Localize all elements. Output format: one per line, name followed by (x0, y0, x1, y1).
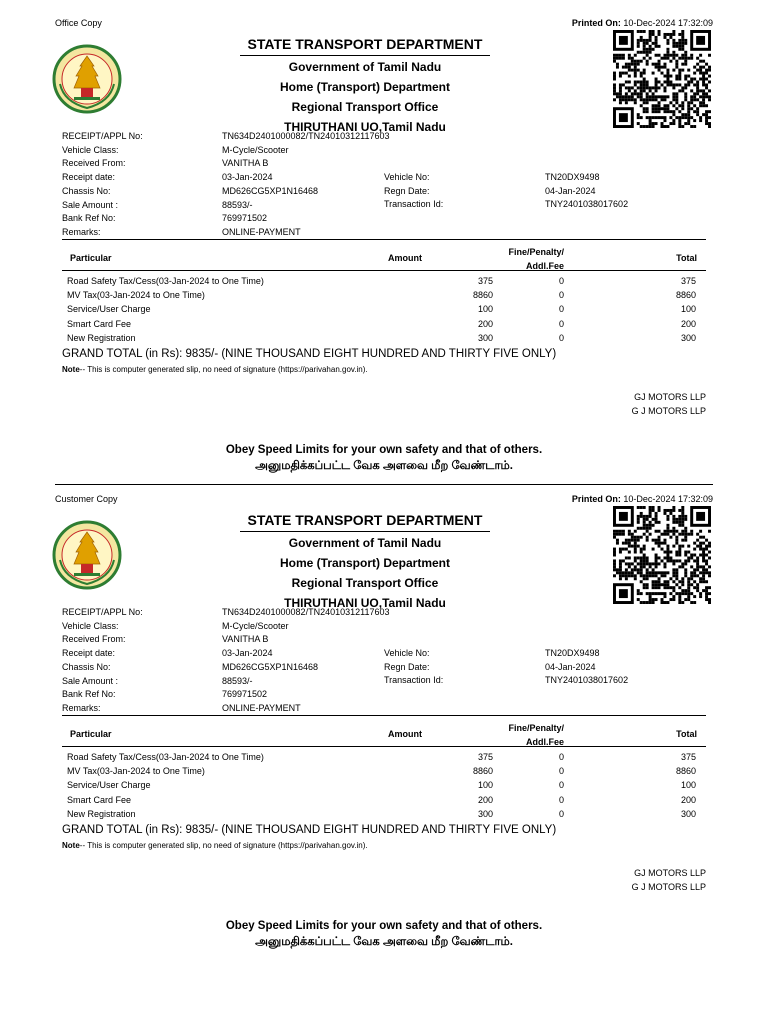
note-label: Note (62, 841, 80, 850)
fee-table (62, 715, 706, 825)
field-label: Remarks: (62, 702, 101, 713)
field-label: Sale Amount : (62, 199, 119, 210)
right-field-values (545, 647, 705, 688)
printed-on (572, 494, 713, 504)
cell-particular: New Registration (67, 808, 136, 819)
dealer-line-1: GJ MOTORS LLP (634, 868, 706, 878)
field-label: Remarks: (62, 226, 101, 237)
header-titles (230, 36, 500, 136)
field-value: TNY2401038017602 (545, 675, 629, 686)
header-line-4: THIRUTHANI UO,Tamil Nadu (284, 120, 446, 134)
cell-particular: Service/User Charge (67, 780, 151, 791)
field-label: Receipt date: (62, 648, 116, 659)
left-field-labels (62, 606, 222, 716)
col-total: Total (676, 729, 697, 739)
table-row (62, 276, 706, 290)
table-row (62, 780, 706, 794)
table-row (62, 290, 706, 304)
fee-table-header (62, 239, 706, 271)
field-value: TNY2401038017602 (545, 199, 629, 210)
speed-limit-english: Obey Speed Limits for your own safety and that of others. (225, 444, 543, 456)
field-label: Sale Amount : (62, 675, 119, 686)
cell-fine: 0 (558, 766, 564, 777)
cell-particular: Road Safety Tax/Cess(03-Jan-2024 to One Time) (67, 276, 264, 286)
field-value: VANITHA B (222, 634, 269, 645)
cell-particular: Smart Card Fee (67, 794, 132, 805)
dealer-block (632, 866, 706, 894)
field-value: M-Cycle/Scooter (222, 144, 289, 155)
note (62, 841, 368, 850)
right-field-labels (384, 171, 534, 212)
copy-label: Office Copy (55, 18, 102, 28)
cell-amount: 300 (477, 808, 493, 819)
cell-total: 300 (680, 332, 696, 343)
cell-fine: 0 (558, 808, 564, 819)
cell-amount: 375 (477, 276, 493, 286)
header-line-2: Home (Transport) Department (279, 556, 451, 570)
field-label: Received From: (62, 634, 126, 645)
field-value: 03-Jan-2024 (222, 648, 273, 659)
cell-total: 375 (680, 752, 696, 762)
department-title: STATE TRANSPORT DEPARTMENT (240, 36, 490, 56)
cell-amount: 100 (477, 304, 493, 315)
field-label: Transaction Id: (384, 675, 444, 686)
field-value: M-Cycle/Scooter (222, 620, 289, 631)
field-value: 88593/- (222, 199, 253, 210)
field-label: RECEIPT/APPL No: (62, 607, 143, 617)
dealer-line-1: GJ MOTORS LLP (634, 392, 706, 402)
cell-particular: New Registration (67, 332, 136, 343)
field-label: RECEIPT/APPL No: (62, 131, 143, 141)
header-line-1: Government of Tamil Nadu (288, 536, 442, 550)
field-label: Bank Ref No: (62, 213, 116, 224)
speed-limit-notice (0, 918, 768, 950)
cell-total: 200 (680, 318, 696, 329)
cell-amount: 100 (477, 780, 493, 791)
cell-fine: 0 (558, 794, 564, 805)
field-value: 03-Jan-2024 (222, 172, 273, 183)
qr-code-icon (611, 30, 713, 128)
field-label: Regn Date: (384, 661, 430, 672)
field-label: Receipt date: (62, 172, 116, 183)
cell-particular: MV Tax(03-Jan-2024 to One Time) (67, 290, 205, 301)
table-row (62, 809, 706, 823)
col-total: Total (676, 253, 697, 263)
left-field-labels (62, 130, 222, 240)
col-fine (462, 721, 564, 749)
table-row (62, 795, 706, 809)
printed-label: Printed On: (571, 18, 621, 28)
cell-particular: Road Safety Tax/Cess(03-Jan-2024 to One Time) (67, 752, 264, 762)
field-value: TN634D2401000082/TN24010312117603 (222, 607, 390, 617)
header-line-3: Regional Transport Office (291, 100, 439, 114)
col-particular: Particular (70, 729, 112, 739)
field-label: Regn Date: (384, 185, 430, 196)
dealer-line-2: G J MOTORS LLP (631, 882, 706, 892)
header-line-1: Government of Tamil Nadu (288, 60, 442, 74)
col-particular: Particular (70, 253, 112, 263)
field-value: 769971502 (222, 689, 268, 700)
col-amount: Amount (388, 253, 422, 263)
right-field-values (545, 171, 705, 212)
printed-value: 10-Dec-2024 17:32:09 (623, 18, 713, 28)
col-fine (462, 245, 564, 273)
speed-limit-english: Obey Speed Limits for your own safety and that of others. (225, 920, 543, 932)
table-row (62, 752, 706, 766)
note-label: Note (62, 365, 80, 374)
cell-total: 100 (680, 780, 696, 791)
department-title: STATE TRANSPORT DEPARTMENT (240, 512, 490, 532)
cell-total: 100 (680, 304, 696, 315)
cell-total: 200 (680, 794, 696, 805)
cell-total: 8860 (675, 766, 696, 777)
fee-table (62, 239, 706, 349)
speed-limit-tamil: அனுமதிக்கப்பட்ட வேக அளவை மீற வேண்டாம். (255, 460, 513, 472)
field-value: 88593/- (222, 675, 253, 686)
cell-amount: 375 (477, 752, 493, 762)
table-row (62, 766, 706, 780)
header-line-2: Home (Transport) Department (279, 80, 451, 94)
tamil-nadu-emblem-icon (52, 44, 122, 114)
field-value: TN20DX9498 (545, 648, 600, 658)
cell-fine: 0 (558, 332, 564, 343)
table-row (62, 304, 706, 318)
grand-total: GRAND TOTAL (in Rs): 9835/- (NINE THOUSAND EIGHT HUNDRED AND THIRTY FIVE ONLY) (62, 824, 557, 836)
dealer-line-2: G J MOTORS LLP (631, 406, 706, 416)
field-value: 04-Jan-2024 (545, 661, 596, 672)
field-label: Vehicle Class: (62, 144, 119, 155)
receipt-copy (0, 0, 768, 476)
printed-on (572, 18, 713, 28)
col-fine-line-2: Addl.Fee (525, 261, 564, 271)
speed-limit-tamil: அனுமதிக்கப்பட்ட வேக அளவை மீற வேண்டாம். (255, 936, 513, 948)
field-label: Chassis No: (62, 661, 111, 672)
cell-fine: 0 (558, 304, 564, 315)
col-fine-line-1: Fine/Penalty/ (508, 247, 564, 257)
field-label: Transaction Id: (384, 199, 444, 210)
field-value: TN634D2401000082/TN24010312117603 (222, 131, 390, 141)
note-text: -- This is computer generated slip, no need of signature (https://parivahan.gov.in). (79, 365, 368, 374)
field-value: 769971502 (222, 213, 268, 224)
cell-amount: 8860 (472, 290, 493, 301)
field-value: MD626CG5XP1N16468 (222, 185, 319, 196)
field-label: Received From: (62, 158, 126, 169)
field-value: MD626CG5XP1N16468 (222, 661, 319, 672)
cell-particular: Smart Card Fee (67, 318, 132, 329)
cell-fine: 0 (558, 752, 564, 762)
field-value: TN20DX9498 (545, 172, 600, 182)
cell-particular: Service/User Charge (67, 304, 151, 315)
right-field-labels (384, 647, 534, 688)
table-row (62, 319, 706, 333)
cell-amount: 200 (477, 794, 493, 805)
field-value: 04-Jan-2024 (545, 185, 596, 196)
field-label: Vehicle No: (384, 648, 430, 658)
cell-fine: 0 (558, 780, 564, 791)
cell-total: 8860 (675, 290, 696, 301)
field-label: Bank Ref No: (62, 689, 116, 700)
dealer-block (632, 390, 706, 418)
cell-amount: 8860 (472, 766, 493, 777)
col-amount: Amount (388, 729, 422, 739)
cell-fine: 0 (558, 318, 564, 329)
cell-fine: 0 (558, 276, 564, 286)
receipt-copy (0, 476, 768, 952)
tamil-nadu-emblem-icon (52, 520, 122, 590)
speed-limit-notice (0, 442, 768, 474)
printed-label: Printed On: (571, 494, 621, 504)
header-titles (230, 512, 500, 612)
cell-total: 300 (680, 808, 696, 819)
col-fine-line-2: Addl.Fee (525, 737, 564, 747)
field-value: ONLINE-PAYMENT (222, 226, 301, 237)
field-label: Vehicle No: (384, 172, 430, 182)
note (62, 365, 368, 374)
field-value: VANITHA B (222, 158, 269, 169)
header-line-4: THIRUTHANI UO,Tamil Nadu (284, 596, 446, 610)
field-label: Chassis No: (62, 185, 111, 196)
cell-fine: 0 (558, 290, 564, 301)
copy-label: Customer Copy (55, 494, 118, 504)
copy-divider (55, 484, 713, 485)
header-line-3: Regional Transport Office (291, 576, 439, 590)
grand-total: GRAND TOTAL (in Rs): 9835/- (NINE THOUSAND EIGHT HUNDRED AND THIRTY FIVE ONLY) (62, 348, 557, 360)
cell-particular: MV Tax(03-Jan-2024 to One Time) (67, 766, 205, 777)
col-fine-line-1: Fine/Penalty/ (508, 723, 564, 733)
cell-total: 375 (680, 276, 696, 286)
printed-value: 10-Dec-2024 17:32:09 (623, 494, 713, 504)
note-text: -- This is computer generated slip, no need of signature (https://parivahan.gov.in). (79, 841, 368, 850)
fee-table-header (62, 715, 706, 747)
cell-amount: 200 (477, 318, 493, 329)
field-value: ONLINE-PAYMENT (222, 702, 301, 713)
field-label: Vehicle Class: (62, 620, 119, 631)
qr-code-icon (611, 506, 713, 604)
cell-amount: 300 (477, 332, 493, 343)
table-row (62, 333, 706, 347)
